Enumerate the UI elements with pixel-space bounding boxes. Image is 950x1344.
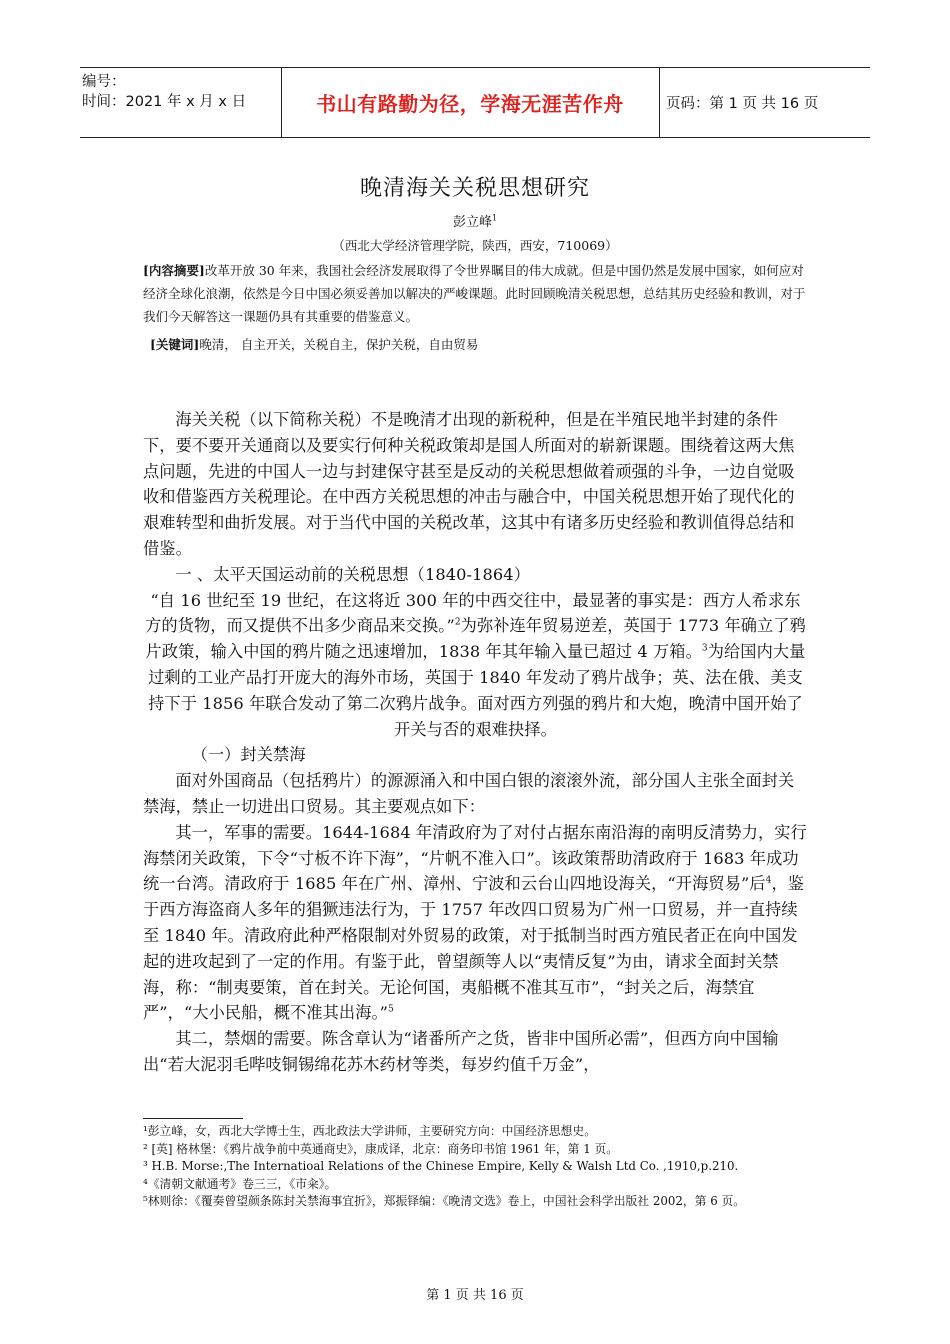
affiliation: （西北大学经济管理学院，陕西，西安，710069） [332, 238, 618, 253]
footnote-3: ³ H.B. Morse:,The Internatioal Relations of the Chinese Empire, Kelly & Walsh Ltd Co. ,1910,p.210. [143, 1159, 739, 1174]
keywords-text: 晚清， 自主开关，关税自主，保护关税，自由贸易 [199, 337, 479, 352]
abstract-label: [内容摘要] [143, 263, 205, 278]
subsection-heading-1: （一）封关禁海 [191, 745, 306, 765]
abstract-text: 改革开放 30 年来，我国社会经济发展取得了令世界瞩目的伟大成就。但是中国仍然是发展中国家，如何应对经济全球化浪潮，依然是今日中国必须妥善加以解决的严峻课题。此时回顾晚清关税思想，总结其历史经验和教训，对于我们今天解答这一课题仍具有其重要的借鉴意义。 [143, 263, 806, 324]
paragraph-military-a: 其一，军事的需要。1644-1684 年清政府为了对付占据东南沿海的南明反清势力，实行海禁闭关政策，下令“寸板不许下海”，“片帆不准入口”。该政策帮助清政府于 1683 年成功统一台湾。清政府于 1685 年在广州、漳州、宁波和云台山四地设海关，“开海贸易”后 [143, 822, 807, 894]
paragraph-opium-c: 为给国内大量过剩的工业产品打开庞大的海外市场，英国于 1840 年发动了鸦片战争；英、法在俄、美支持下于 1856 年联合发动了第二次鸦片战争。面对西方列强的鸦片和大炮，晚清中国开始了开关与否的艰难抉择。 [148, 642, 806, 739]
footnote-1: ¹彭立峰，女，西北大学博士生，西北政法大学讲师，主要研究方向：中国经济思想史。 [143, 1124, 597, 1138]
page-header [80, 67, 870, 138]
header-left [82, 72, 246, 112]
footnote-ref-2: 2 [454, 617, 461, 628]
author-name: 彭立峰 [452, 215, 492, 230]
footnote-ref-4: 4 [765, 875, 772, 886]
footnote-ref-5: 5 [388, 1004, 394, 1015]
footnote-5: ⁵林则徐：《覆奏曾望颜条陈封关禁海事宜折》，郑振铎编：《晚清文选》卷上，中国社会科学出版社 2002，第 6 页。 [143, 1194, 746, 1209]
keywords [150, 333, 820, 356]
author-note-ref: 1 [491, 213, 498, 223]
paragraph-opium-b: 为弥补连年贸易逆差，英国于 1773 年确立了鸦片政策，输入中国的鸦片随之迅速增加，1838 年其年输入量已超过 4 万箱。 [145, 616, 806, 662]
document-title: 晚清海关关税思想研究 [359, 176, 590, 201]
header-motto: 书山有路勤为径，学海无涯苦作舟 [316, 92, 624, 116]
paragraph-intro: 海关关税（以下简称关税）不是晚清才出现的新税种，但是在半殖民地半封建的条件下，要不要开关通商以及要实行何种关税政策却是国人所面对的崭新课题。围绕着这两大焦点问题，先进的中国人一边与封建保守甚至是反动的关税思想做着顽强的斗争，一边自觉吸收和借鉴西方关税理论。在中西方关税思想的冲击与融合中，中国关税思想开始了现代化的艰难转型和曲折发展。对于当代中国的关税改革，这其中有诸多历史经验和教训值得总结和借鉴。 [143, 410, 795, 558]
header-page-info: 页码：第 1 页 共 16 页 [666, 96, 819, 112]
header-time: 时间：2021 年 x 月 x 日 [82, 94, 247, 110]
footnote-2: ² [英] 格林堡：《鸦片战争前中英通商史》，康成译，北京：商务印书馆 1961 年，第 1 页。 [143, 1141, 619, 1156]
paragraph-opium [143, 588, 808, 743]
keywords-label: [关键词] [150, 337, 200, 352]
footnotes [143, 1123, 823, 1211]
paragraph-closure: 面对外国商品（包括鸦片）的源源涌入和中国白银的滚滚外流，部分国人主张全面封关禁海，禁止一切进出口贸易。其主要观点如下： [143, 771, 795, 816]
header-number: 编号： [82, 74, 126, 90]
paragraph-opium-ban: 其二，禁烟的需要。陈含章认为“诸番所产之货，皆非中国所必需”，但西方向中国输出“若大泥羽毛哔吱铜锡绵花苏木药材等类，每岁约值千万金”， [143, 1029, 779, 1074]
footnote-separator [143, 1118, 243, 1119]
body-text [143, 407, 808, 1078]
abstract [143, 259, 813, 328]
page-footer: 第 1 页 共 16 页 [426, 1288, 524, 1303]
header-divider-right [659, 68, 660, 137]
author-line [0, 211, 950, 230]
paragraph-military-b: ，鉴于西方海盗商人多年的猖獗违法行为，于 1757 年改四口贸易为广州一口贸易，并一直持续至 1840 年。清政府此种严格限制对外贸易的政策，对于抵制当时西方殖民者正在向中国发起的进攻起到了一定的作用。有鉴于此，曾望颜等人以“夷情反复”为由，请求全面封关禁海，称：“制夷要策，首在封关。无论何国，夷船概不准其互市”，“封关之后，海禁宜严”，“大小民船，概不准其出海。” [143, 874, 805, 1023]
footnote-ref-3: 3 [701, 643, 708, 654]
section-heading-1: 一 、太平天国运动前的关税思想（1840-1864） [175, 564, 530, 584]
paragraph-opium-a: “自 16 世纪至 19 世纪，在这将近 300 年的中西交往中，最显著的事实是：西方人希求东方的货物，而又提供不出多少商品来交换。” [145, 590, 801, 636]
footnote-4: ⁴《清朝文献通考》卷三三，《市籴》。 [143, 1176, 337, 1191]
paragraph-military [143, 820, 808, 1026]
